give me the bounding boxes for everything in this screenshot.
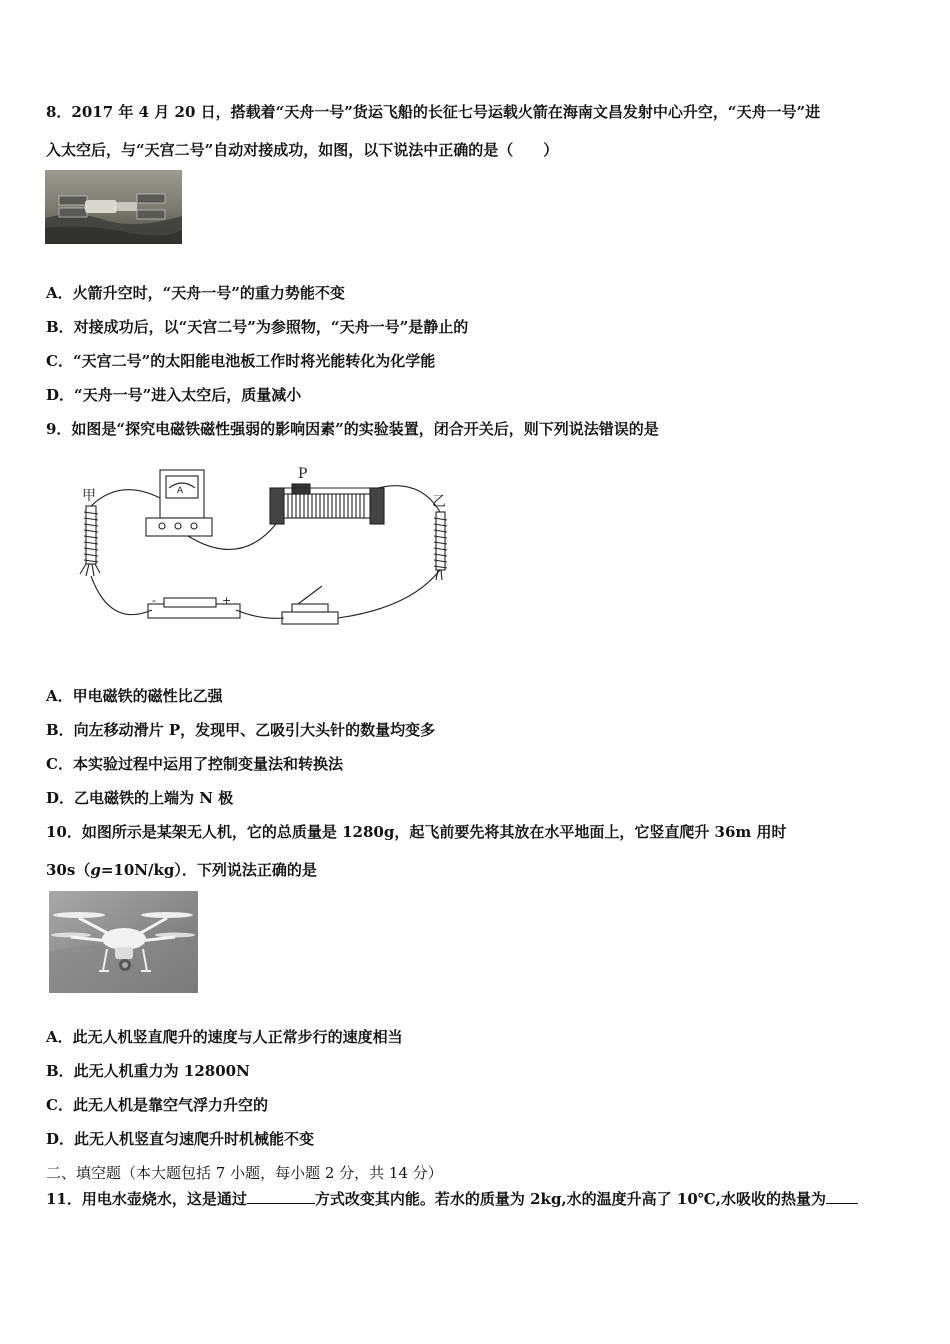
q11-blank-2[interactable] — [826, 1189, 858, 1204]
battery-plus: + — [222, 594, 232, 607]
ammeter — [146, 470, 212, 536]
q8-stem-line1: 8．2017 年 4 月 20 日，搭载着“天舟一号”货运飞船的长征七号运载火箭在海南文昌发射中心升空，“天舟一号”进 — [46, 103, 821, 121]
ammeter-label: A — [177, 486, 184, 496]
slide-rheostat — [270, 484, 384, 524]
spacecraft-docking-photo — [45, 170, 182, 244]
q10-option-c: C．此无人机是靠空气浮力升空的 — [46, 1096, 268, 1114]
q11-stem — [46, 1189, 858, 1209]
q10-stem-line2 — [46, 860, 317, 880]
q10-gravity-symbol: g — [90, 861, 101, 879]
q9-stem: 9．如图是“探究电磁铁磁性强弱的影响因素”的实验装置，闭合开关后，则下列说法错误的是 — [46, 420, 659, 438]
q10-stem-line2-b: =10N/kg）．下列说法正确的是 — [100, 861, 317, 879]
q8-option-d: D．“天舟一号”进入太空后，质量减小 — [46, 386, 302, 404]
q9-option-d: D．乙电磁铁的上端为 N 极 — [46, 789, 234, 807]
knife-switch — [282, 586, 338, 624]
q11-part1: 11．用电水壶烧水，这是通过 — [46, 1190, 247, 1208]
q8-stem-line2: 入太空后，与“天宫二号”自动对接成功，如图，以下说法中正确的是（ ） — [46, 141, 559, 159]
q9-option-c: C．本实验过程中运用了控制变量法和转换法 — [46, 755, 343, 773]
q10-option-d: D．此无人机竖直匀速爬升时机械能不变 — [46, 1130, 315, 1148]
q10-option-b: B．此无人机重力为 12800N — [46, 1062, 250, 1080]
label-yi: 乙 — [432, 494, 446, 510]
q11-part2: 方式改变其内能。若水的质量为 2kg,水的温度升高了 10℃,水吸收的热量为 — [314, 1190, 826, 1208]
section-heading: 二、填空题（本大题包括 7 小题，每小题 2 分，共 14 分） — [46, 1164, 443, 1182]
q11-blank-1[interactable] — [247, 1189, 315, 1204]
q8-option-c: C．“天宫二号”的太阳能电池板工作时将光能转化为化学能 — [46, 352, 436, 370]
label-jia: 甲 — [82, 488, 96, 504]
drone-photo — [49, 891, 198, 993]
label-p: P — [298, 466, 308, 482]
q10-stem-line2-a: 30s（ — [46, 861, 91, 879]
battery-minus: - — [152, 594, 156, 607]
q8-option-a: A．火箭升空时，“天舟一号”的重力势能不变 — [46, 284, 345, 302]
battery — [148, 594, 240, 618]
q9-option-b: B．向左移动滑片 P，发现甲、乙吸引大头针的数量均变多 — [46, 721, 436, 739]
q8-option-b: B．对接成功后，以“天宫二号”为参照物，“天舟一号”是静止的 — [46, 318, 469, 336]
electromagnet-circuit-diagram — [70, 458, 470, 638]
q10-option-a: A．此无人机竖直爬升的速度与人正常步行的速度相当 — [46, 1028, 403, 1046]
q10-stem-line1: 10．如图所示是某架无人机，它的总质量是 1280g，起飞前要先将其放在水平地面上，它竖直爬升 36m 用时 — [46, 823, 787, 841]
q9-option-a: A．甲电磁铁的磁性比乙强 — [46, 687, 223, 705]
